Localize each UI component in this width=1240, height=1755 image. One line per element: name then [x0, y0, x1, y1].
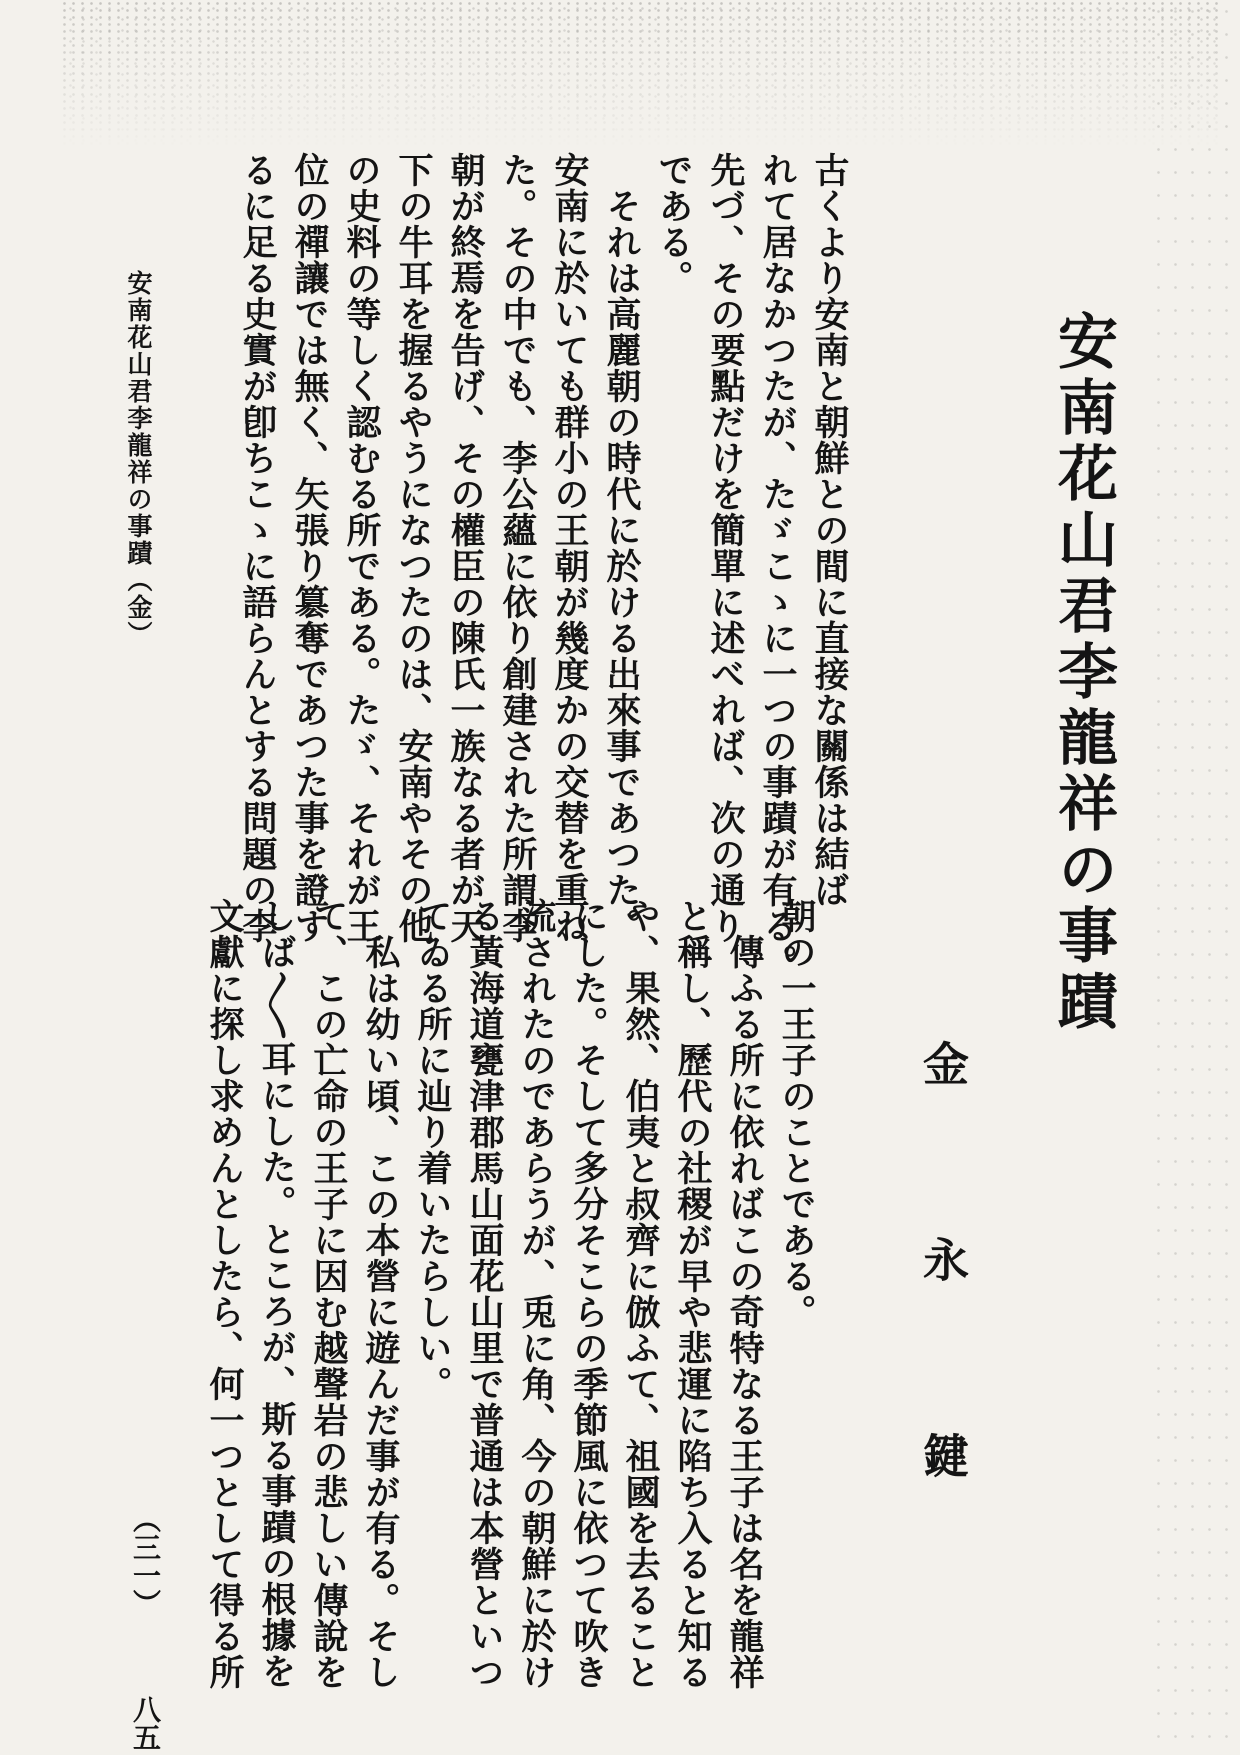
text-line: や、果然、伯夷と叔齊に倣ふて、祖國を去ること: [620, 898, 661, 1690]
running-title: 安南花山君李龍祥の事蹟（金）: [124, 270, 153, 648]
scan-noise-right: [1150, 0, 1240, 1755]
text-line: 位の禪讓では無く、矢張り簒奪であつた事を證す: [289, 152, 330, 944]
text-line: それは高麗朝の時代に於ける出來事であつた。: [601, 152, 642, 944]
article-author: 金永鍵: [916, 1040, 970, 1628]
text-line: れて居なかつたが、たゞこゝに一つの事蹟が有る。: [757, 152, 798, 980]
text-line: である。: [653, 152, 694, 296]
text-line: 先づ、その要點だけを簡單に述べれば、次の通り: [705, 152, 746, 944]
text-line: 朝が終焉を告げ、その權臣の陳氏一族なる者が天: [445, 152, 486, 944]
text-line: 文獻に探し求めんとしたら、何一つとして得る所: [204, 898, 245, 1690]
text-line: 下の牛耳を握るやうになつたのは、安南やその他: [393, 152, 434, 944]
text-line: て、この亡命の王子に因む越聲岩の悲しい傳說を: [308, 898, 349, 1690]
text-line: しば〳〵耳にした。ところが、斯る事蹟の根據を: [256, 898, 297, 1689]
text-line: と稱し、歷代の社稷が早や悲運に陷ち入ると知る: [672, 898, 713, 1690]
text-line: 朝の一王子のことである。: [776, 898, 817, 1330]
text-line: た。その中でも、李公蘊に依り創建された所謂李: [497, 152, 538, 944]
body-text-upper: [237, 152, 855, 980]
text-line: にした。そして多分そこらの季節風に依つて吹き: [568, 898, 609, 1690]
scan-noise: [60, 0, 1220, 150]
text-line: の史料の等しく認むる所である。たゞ、それが王: [341, 152, 382, 944]
text-line: 傳ふる所に依ればこの奇特なる王子は名を龍祥: [724, 898, 765, 1690]
page-number-paren: （三一）: [129, 1505, 162, 1617]
text-line: る黃海道甕津郡馬山面花山里で普通は本營といつ: [464, 898, 505, 1690]
text-line: 流されたのであらうが、兎に角、今の朝鮮に於け: [516, 898, 557, 1690]
article-title: 安南花山君李龍祥の事蹟: [1048, 310, 1118, 1036]
body-text-lower: [177, 898, 822, 1690]
page-number: 八五: [129, 1695, 162, 1751]
text-line: てゐる所に辿り着いたらしい。: [412, 898, 453, 1402]
text-line: 古くより安南と朝鮮との間に直接な關係は結ば: [809, 152, 850, 908]
text-line: 私は幼い頃、この本營に遊んだ事が有る。そし: [360, 898, 401, 1690]
text-line: るに足る史實が卽ちこゝに語らんとする問題の李: [237, 152, 278, 944]
text-line: 安南に於いても群小の王朝が幾度かの交替を重ね: [549, 152, 590, 944]
